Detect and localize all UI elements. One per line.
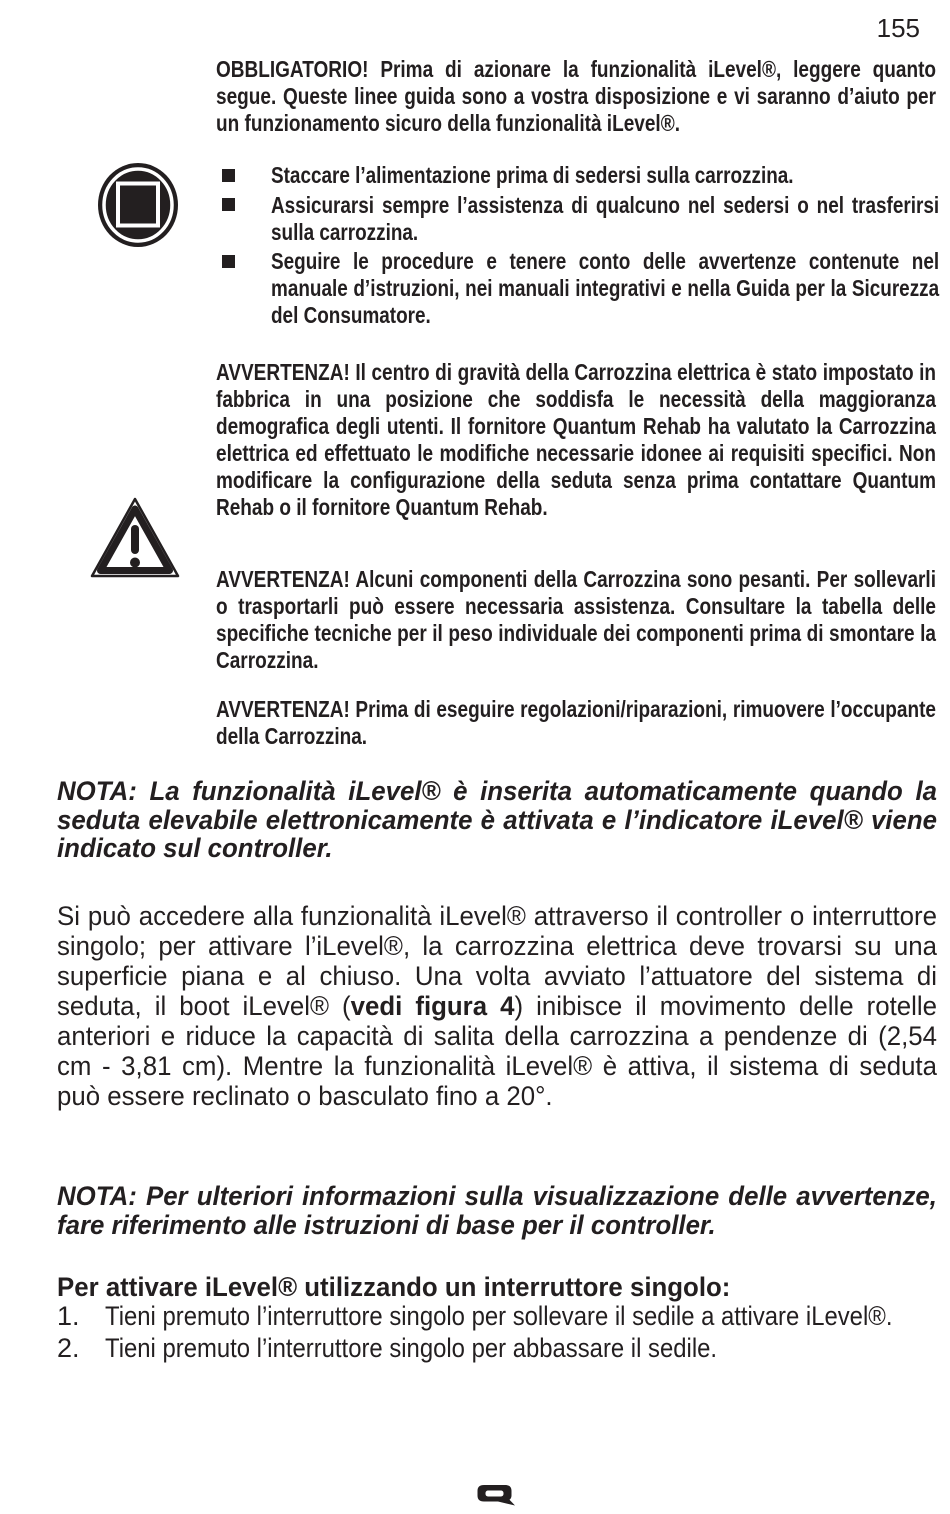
- bullet-item: [216, 192, 950, 246]
- activation-step-list: [57, 1301, 950, 1365]
- step-number: 1.: [57, 1301, 80, 1331]
- warning-triangle-icon: [87, 494, 183, 582]
- bullet-text: Staccare l’alimentazione prima di sedersi sulla carrozzina.: [271, 162, 794, 188]
- body-paragraph: [57, 901, 937, 1111]
- figure-reference: vedi figura 4: [350, 991, 515, 1021]
- square-bullet-icon: [222, 169, 235, 182]
- bullet-text: Assicurarsi sempre l’assistenza di qualcuno nel sedersi o nel trasferirsi sulla carrozzina.: [271, 191, 940, 245]
- mandatory-bullet-list: [216, 162, 950, 332]
- page-number: 155: [876, 13, 920, 43]
- section-heading: Per attivare iLevel® utilizzando un interruttore singolo:: [57, 1272, 731, 1302]
- body-text-pre: Si può accedere alla funzionalità iLevel® attraverso il controller o interruttore singolo; per attivare l’iLevel®, la carrozzina elettrica deve trovarsi su una superficie piana e al chiuso. Una volta avviato l’attuatore del sistema di seduta, il boot iLevel® (: [57, 901, 937, 1021]
- warning-paragraph: AVVERTENZA! Prima di eseguire regolazioni/riparazioni, rimuovere l’occupante della Carrozzina.: [216, 696, 937, 749]
- note-paragraph: NOTA: Per ulteriori informazioni sulla visualizzazione delle avvertenze, fare riferimento alle istruzioni di base per il controller.: [57, 1181, 937, 1240]
- read-manual-mandatory-icon: [97, 162, 179, 248]
- step-number: 2.: [57, 1333, 80, 1363]
- step-item: [57, 1301, 950, 1332]
- note-paragraph: NOTA: La funzionalità iLevel® è inserita automaticamente quando la seduta elevabile elettronicamente è attivata e l’indicatore iLevel® viene indicato sul controller.: [57, 776, 937, 863]
- square-bullet-icon: [222, 198, 235, 211]
- step-text: Tieni premuto l’interruttore singolo per sollevare il sedile a attivare iLevel®.: [105, 1301, 893, 1331]
- quantum-q-logo: [476, 1484, 516, 1507]
- square-bullet-icon: [222, 255, 235, 268]
- warning-paragraph: AVVERTENZA! Alcuni componenti della Carrozzina sono pesanti. Per sollevarli o trasportarli può essere necessaria assistenza. Consultare la tabella delle specifiche tecniche per il peso individuale dei componenti prima di smontare la Carrozzina.: [216, 566, 937, 673]
- body-text-post: ) inibisce il movimento delle rotelle anteriori e riduce la capacità di salita della carrozzina a pendenze di (2,54 cm - 3,81 cm). Mentre la funzionalità iLevel® è attiva, il sistema di seduta può essere reclinato o basculato fino a 20°.: [57, 991, 937, 1111]
- bullet-item: [216, 162, 950, 189]
- warning-paragraph: AVVERTENZA! Il centro di gravità della Carrozzina elettrica è stato impostato in fabbrica in una posizione che soddisfa le necessità della maggioranza demografica degli utenti. Il fornitore Quantum Rehab ha valutato la Carrozzina elettrica ed effettuato le modifiche necessarie idonee ai requisiti specifici. Non modificare la configurazione della seduta senza prima contattare Quantum Rehab o il fornitore Quantum Rehab.: [216, 359, 937, 520]
- step-text: Tieni premuto l’interruttore singolo per abbassare il sedile.: [105, 1333, 718, 1363]
- step-item: [57, 1333, 950, 1364]
- mandatory-paragraph: OBBLIGATORIO! Prima di azionare la funzionalità iLevel®, leggere quanto segue. Queste linee guida sono a vostra disposizione e vi saranno d’aiuto per un funzionamento sicuro della funzionalità iLevel®.: [216, 56, 937, 136]
- bullet-text: Seguire le procedure e tenere conto delle avvertenze contenute nel manuale d’istruzioni, nei manuali integrativi e nella Guida per la Sicurezza del Consumatore.: [271, 248, 940, 328]
- bullet-item: [216, 248, 950, 329]
